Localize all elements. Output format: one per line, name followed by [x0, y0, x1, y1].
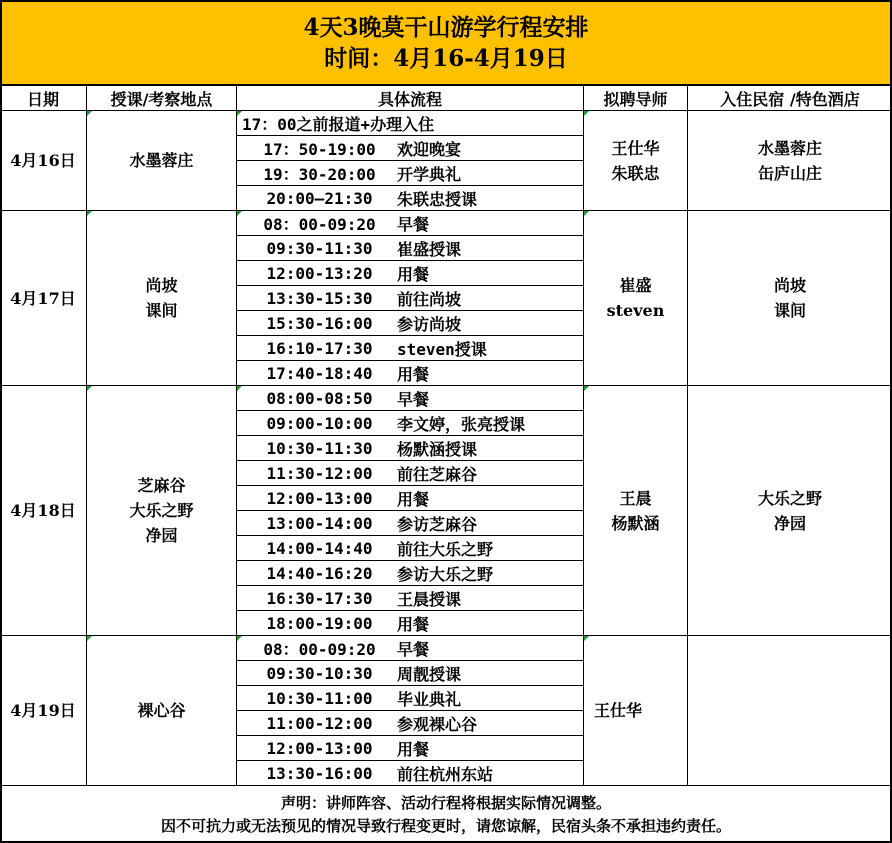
cell-corner-mark	[584, 211, 589, 216]
schedule-step	[236, 385, 583, 410]
title-line-2: 时间：4月16-4月19日	[324, 45, 568, 72]
cell-corner-mark	[237, 386, 242, 391]
schedule-step	[236, 735, 583, 760]
step-time: 09:30-10:30	[266, 663, 373, 683]
day-date: 4月18日	[0, 385, 86, 635]
cell-corner-mark	[584, 386, 589, 391]
step-time: 16:30-17:30	[266, 588, 373, 608]
step-activity: 前往尚坡	[397, 289, 462, 309]
disclaimer-line-2: 因不可抗力或无法预见的情况导致行程变更时，请您谅解，民宿头条不承担违约责任。	[160, 816, 731, 835]
step-activity: 前往大乐之野	[397, 539, 494, 559]
header-date: 日期	[0, 86, 86, 110]
day-mentors	[583, 635, 687, 785]
schedule-step	[236, 635, 583, 660]
step-activity: 用餐	[397, 364, 430, 384]
step-time: 14:40-16:20	[266, 563, 373, 583]
cell-corner-mark	[584, 111, 589, 116]
schedule-step	[236, 710, 583, 735]
step-time: 10:30-11:00	[266, 688, 373, 708]
disclaimer-line-1: 声明：讲师阵容、活动行程将根据实际情况调整。	[280, 793, 611, 812]
day-hotels	[687, 110, 892, 210]
step-activity: 参观裸心谷	[397, 714, 478, 734]
location-name: 课间	[145, 301, 178, 320]
schedule-step	[236, 685, 583, 710]
schedule-step	[236, 335, 583, 360]
step-time: 15:30-16:00	[266, 313, 373, 333]
schedule-step	[236, 760, 583, 785]
cell-corner-mark	[87, 211, 92, 216]
step-activity: 早餐	[397, 639, 430, 659]
mentor-name: 杨默涵	[611, 513, 660, 533]
step-activity: 参访大乐之野	[397, 564, 494, 584]
location-name: 大乐之野	[129, 501, 194, 520]
hotel-name: 水墨蓉庄	[757, 138, 822, 158]
mentor-name: 王仕华	[594, 701, 643, 720]
cell-corner-mark	[237, 211, 242, 216]
schedule-step	[236, 110, 583, 135]
location-name: 裸心谷	[137, 701, 186, 720]
step-activity: 毕业典礼	[397, 689, 462, 709]
step-time: 13:00-14:00	[266, 513, 373, 533]
schedule-step	[236, 435, 583, 460]
step-time: 19：30-20:00	[263, 164, 376, 184]
mentor-name: steven	[606, 301, 665, 320]
schedule-step	[236, 460, 583, 485]
day-location	[86, 385, 236, 635]
schedule-step	[236, 535, 583, 560]
step-activity: 用餐	[397, 489, 430, 509]
step-activity: 参访芝麻谷	[397, 514, 478, 534]
hotel-name: 尚坡	[773, 276, 806, 295]
step-time: 11:30-12:00	[266, 463, 373, 483]
schedule-step	[236, 485, 583, 510]
step-activity: 朱联忠授课	[397, 189, 478, 209]
location-name: 水墨蓉庄	[129, 151, 194, 170]
schedule-step	[236, 210, 583, 235]
cell-corner-mark	[87, 111, 92, 116]
schedule-step	[236, 285, 583, 310]
header-flow: 具体流程	[236, 86, 583, 110]
step-activity: 杨默涵授课	[397, 439, 478, 459]
step-activity: 参访尚坡	[397, 314, 462, 334]
schedule-step	[236, 260, 583, 285]
step-time: 16:10-17:30	[266, 338, 373, 358]
schedule-step	[236, 185, 583, 210]
step-time: 08:00-08:50	[266, 388, 373, 408]
day-mentors	[583, 110, 687, 210]
mentor-name: 王仕华	[611, 138, 660, 158]
disclaimer	[0, 785, 892, 843]
title-line-1: 4天3晚莫干山游学行程安排	[303, 14, 589, 41]
step-time: 11:00-12:00	[266, 713, 373, 733]
cell-corner-mark	[237, 111, 242, 116]
day-mentors	[583, 385, 687, 635]
day-date: 4月19日	[0, 635, 86, 785]
step-time: 08：00-09:20	[263, 639, 376, 659]
step-time: 17：50-19:00	[263, 139, 376, 159]
schedule-step	[236, 360, 583, 385]
step-activity: 开学典礼	[397, 164, 462, 184]
schedule-step	[236, 160, 583, 185]
day-hotels	[687, 385, 892, 635]
step-time: 13:30-15:30	[266, 288, 373, 308]
step-activity: 早餐	[397, 214, 430, 234]
step-time: 09:00-10:00	[266, 413, 373, 433]
header-mentor: 拟聘导师	[583, 86, 687, 110]
location-name: 净园	[145, 526, 178, 545]
step-activity: 用餐	[397, 739, 430, 759]
step-time: 12:00-13:00	[266, 738, 373, 758]
mentor-name: 朱联忠	[611, 163, 660, 183]
step-time: 17：00之前报道+办理入住	[242, 114, 435, 134]
schedule-step	[236, 135, 583, 160]
hotel-name: 缶庐山庄	[757, 163, 822, 183]
schedule-step	[236, 510, 583, 535]
schedule-step	[236, 610, 583, 635]
step-activity: 前往杭州东站	[397, 764, 494, 784]
hotel-name: 大乐之野	[757, 488, 822, 508]
cell-corner-mark	[87, 636, 92, 641]
hotel-name: 课间	[773, 301, 806, 320]
location-name: 芝麻谷	[137, 476, 186, 495]
step-activity: 用餐	[397, 264, 430, 284]
step-time: 20:00—21:30	[266, 188, 373, 208]
step-time: 12:00-13:20	[266, 263, 373, 283]
step-time: 10:30-11:30	[266, 438, 373, 458]
schedule-step	[236, 235, 583, 260]
cell-corner-mark	[584, 636, 589, 641]
mentor-name: 王晨	[619, 488, 652, 508]
step-activity: 欢迎晚宴	[397, 139, 462, 159]
day-date: 4月16日	[0, 110, 86, 210]
step-activity: 前往芝麻谷	[397, 464, 478, 484]
day-location	[86, 110, 236, 210]
schedule-step	[236, 660, 583, 685]
day-hotels	[687, 635, 892, 785]
cell-corner-mark	[87, 386, 92, 391]
step-time: 18:00-19:00	[266, 613, 373, 633]
step-activity: 王晨授课	[397, 589, 462, 609]
header-hotel: 入住民宿 /特色酒店	[687, 86, 892, 110]
step-activity: 周靓授课	[397, 664, 462, 684]
step-time: 17:40-18:40	[266, 363, 373, 383]
header-location: 授课/考察地点	[86, 86, 236, 110]
cell-corner-mark	[237, 636, 242, 641]
hotel-name: 净园	[773, 513, 806, 533]
day-mentors	[583, 210, 687, 385]
schedule-step	[236, 310, 583, 335]
step-time: 09:30-11:30	[266, 238, 373, 258]
step-time: 12:00-13:00	[266, 488, 373, 508]
day-hotels	[687, 210, 892, 385]
schedule-step	[236, 560, 583, 585]
step-time: 13:30-16:00	[266, 763, 373, 783]
step-activity: 崔盛授课	[397, 239, 462, 259]
step-activity: 用餐	[397, 614, 430, 634]
step-activity: 李文婷，张亮授课	[397, 414, 526, 434]
schedule-step	[236, 410, 583, 435]
step-time: 08：00-09:20	[263, 214, 376, 234]
day-date: 4月17日	[0, 210, 86, 385]
step-activity: 早餐	[397, 389, 430, 409]
location-name: 尚坡	[145, 276, 178, 295]
step-activity: steven授课	[397, 339, 487, 359]
schedule-step	[236, 585, 583, 610]
title-banner	[0, 0, 892, 86]
mentor-name: 崔盛	[619, 276, 652, 295]
step-time: 14:00-14:40	[266, 538, 373, 558]
day-location	[86, 635, 236, 785]
day-location	[86, 210, 236, 385]
